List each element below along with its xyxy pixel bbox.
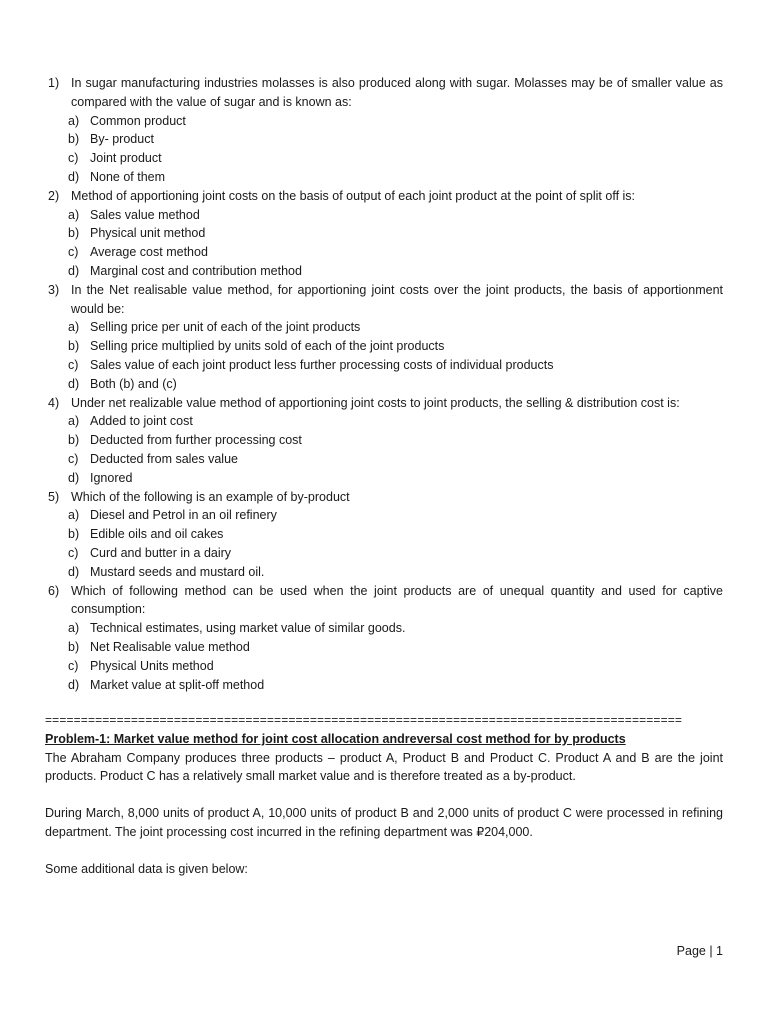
option-item [45,676,723,695]
option-text: Net Realisable value method [90,639,250,654]
option-letter: c) [68,245,79,260]
question-text: Under net realizable value method of apportioning joint costs to joint products, the selling & distribution cost is: [71,395,680,410]
option-letter: c) [68,451,79,466]
option-letter: d) [68,263,80,278]
option-text: Diesel and Petrol in an oil refinery [90,508,277,523]
option-item [45,657,723,676]
option-letter: d) [68,376,80,391]
option-letter: b) [68,639,80,654]
option-item [45,525,723,544]
option-item [45,544,723,563]
option-letter: c) [68,658,79,673]
question-6 [45,582,723,620]
question-number: 6) [48,583,60,598]
option-item [45,262,723,281]
option-item [45,563,723,582]
option-letter: a) [68,414,80,429]
problem-paragraph: During March, 8,000 units of product A, 10,000 units of product B and 2,000 units of product C were processed in refining department. The joint processing cost incurred in the refining department was ₽204,000. [45,806,723,839]
option-text: Common product [90,113,186,128]
option-letter: a) [68,207,80,222]
problem-paragraph: Some additional data is given below: [45,861,248,876]
option-text: Added to joint cost [90,414,193,429]
option-letter: a) [68,113,80,128]
option-item [45,130,723,149]
option-letter: b) [68,132,80,147]
option-letter: a) [68,320,80,335]
option-letter: d) [68,169,80,184]
option-text: Deducted from further processing cost [90,433,302,448]
question-number: 2) [48,188,60,203]
option-letter: a) [68,621,80,636]
question-number: 1) [48,76,60,90]
option-item [45,224,723,243]
question-number: 3) [48,282,60,297]
option-letter: d) [68,564,80,579]
question-list [45,74,723,694]
option-item [45,243,723,262]
option-letter: b) [68,339,80,354]
option-text: Ignored [90,470,133,485]
option-text: Deducted from sales value [90,451,238,466]
option-text: None of them [90,169,166,184]
question-3 [45,281,723,319]
option-letter: b) [68,527,80,542]
question-number: 4) [48,395,60,410]
option-item [45,112,723,131]
problem-title: Problem-1: Market value method for joint cost allocation andreversal cost method for by products [45,731,626,746]
paragraph-gap [45,786,723,804]
option-text: Physical Units method [90,658,214,673]
option-letter: d) [68,470,80,485]
option-text: Selling price multiplied by units sold of each of the joint products [90,339,445,354]
option-text: Both (b) and (c) [90,376,177,391]
option-item [45,469,723,488]
question-2 [45,187,723,206]
question-number: 5) [48,489,60,504]
option-item [45,431,723,450]
question-1 [45,74,723,112]
option-item [45,412,723,431]
page-number: Page | 1 [676,944,723,958]
option-letter: b) [68,433,80,448]
question-text: In the Net realisable value method, for apportioning joint costs over the joint products, the basis of apportionment would be: [71,282,723,316]
option-text: Technical estimates, using market value of similar goods. [90,621,406,636]
option-letter: c) [68,357,79,372]
option-item [45,638,723,657]
option-text: Marginal cost and contribution method [90,263,302,278]
option-item [45,619,723,638]
option-letter: b) [68,226,80,241]
separator-line: ========================================================================================= [45,713,683,727]
option-text: Edible oils and oil cakes [90,527,224,542]
option-text: Market value at split-off method [90,677,265,692]
option-text: Selling price per unit of each of the joint products [90,320,361,335]
option-letter: c) [68,151,79,166]
option-text: Joint product [90,151,162,166]
option-item [45,356,723,375]
option-item [45,337,723,356]
option-item [45,450,723,469]
option-text: Physical unit method [90,226,206,241]
option-text: Mustard seeds and mustard oil. [90,564,265,579]
option-text: Sales value of each joint product less further processing costs of individual products [90,357,554,372]
option-text: Average cost method [90,245,208,260]
option-item [45,375,723,394]
option-text: Curd and butter in a dairy [90,545,232,560]
option-text: Sales value method [90,207,200,222]
paragraph-gap [45,842,723,860]
option-text: By- product [90,132,154,147]
option-item [45,206,723,225]
question-5 [45,488,723,507]
option-item [45,168,723,187]
question-4 [45,394,723,413]
option-letter: d) [68,677,80,692]
question-text: Which of following method can be used when the joint products are of unequal quantity and used for captive consumption: [71,583,723,617]
problem-paragraph: The Abraham Company produces three products – product A, Product B and Product C. Product A and B are the joint products. Product C has a relatively small market value and is therefore treated as a by-product. [45,750,723,784]
question-text: In sugar manufacturing industries molasses is also produced along with sugar. Molasses may be of smaller value as compared with the value of sugar and is known as: [71,76,723,109]
option-letter: a) [68,508,80,523]
option-item [45,318,723,337]
question-text: Which of the following is an example of by-product [71,489,350,504]
option-letter: c) [68,545,79,560]
option-item [45,506,723,525]
option-item [45,149,723,168]
question-text: Method of apportioning joint costs on the basis of output of each joint product at the point of split off is: [71,188,636,203]
problem-section [45,711,723,879]
